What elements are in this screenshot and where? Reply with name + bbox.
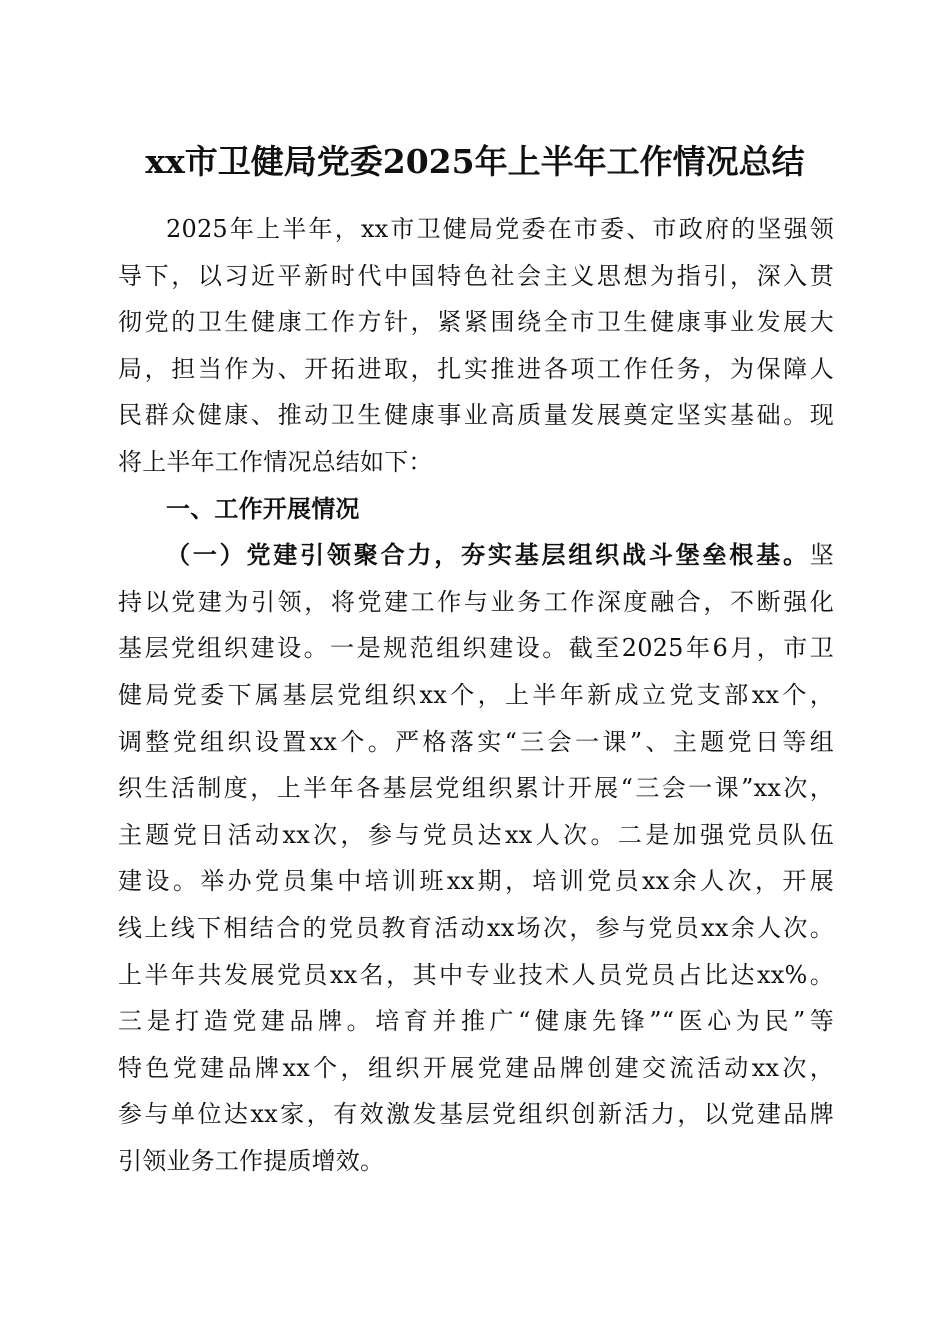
subsection-line: 引领业务工作提质增效。: [118, 1146, 385, 1175]
subsection-line: 织生活制度，上半年各基层党组织累计开展“三会一课”xx次，: [118, 774, 834, 803]
section-heading: 一、工作开展情况: [166, 493, 360, 523]
subsection-first-line-tail: 坚: [809, 541, 834, 570]
subsection-line: 基层党组织建设。一是规范组织建设。截至2025年6月，市卫: [118, 634, 834, 663]
subsection-line: 健局党委下属基层党组织xx个，上半年新成立党支部xx个，: [118, 680, 834, 709]
intro-line: 彻党的卫生健康工作方针，紧紧围绕全市卫生健康事业发展大: [118, 308, 834, 337]
document-body: [118, 206, 834, 1184]
intro-line: 导下，以习近平新时代中国特色社会主义思想为指引，深入贯: [118, 261, 834, 290]
subsection-line: 建设。举办党员集中培训班xx期，培训党员xx余人次，开展: [118, 867, 834, 896]
intro-line: 民群众健康、推动卫生健康事业高质量发展奠定坚实基础。现: [118, 401, 834, 430]
subsection-line: 上半年共发展党员xx名，其中专业技术人员党员占比达xx%。: [118, 960, 834, 989]
subsection-lead: （一）党建引领聚合力，夯实基层组织战斗堡垒根基。: [166, 540, 810, 570]
subsection-line: 参与单位达xx家，有效激发基层党组织创新活力，以党建品牌: [118, 1100, 834, 1129]
subsection-line: 主题党日活动xx次，参与党员达xx人次。二是加强党员队伍: [118, 820, 834, 849]
intro-line: 局，担当作为、开拓进取，扎实推进各项工作任务，为保障人: [118, 354, 834, 383]
subsection-first-line: [118, 532, 834, 579]
document-title: xx市卫健局党委2025年上半年工作情况总结: [145, 142, 805, 181]
subsection-line: 三是打造党建品牌。培育并推广“健康先锋”“医心为民”等: [118, 1007, 834, 1036]
subsection-line: 持以党建为引领，将党建工作与业务工作深度融合，不断强化: [118, 587, 834, 616]
subsection-line: 调整党组织设置xx个。严格落实“三会一课”、主题党日等组: [118, 727, 834, 756]
intro-line: 2025年上半年，xx市卫健局党委在市委、市政府的坚强领: [166, 215, 834, 243]
subsection-line: 线上线下相结合的党员教育活动xx场次，参与党员xx余人次。: [118, 913, 834, 942]
intro-line: 将上半年工作情况总结如下：: [118, 447, 433, 476]
subsection-line: 特色党建品牌xx个，组织开展党建品牌创建交流活动xx次，: [118, 1053, 834, 1082]
